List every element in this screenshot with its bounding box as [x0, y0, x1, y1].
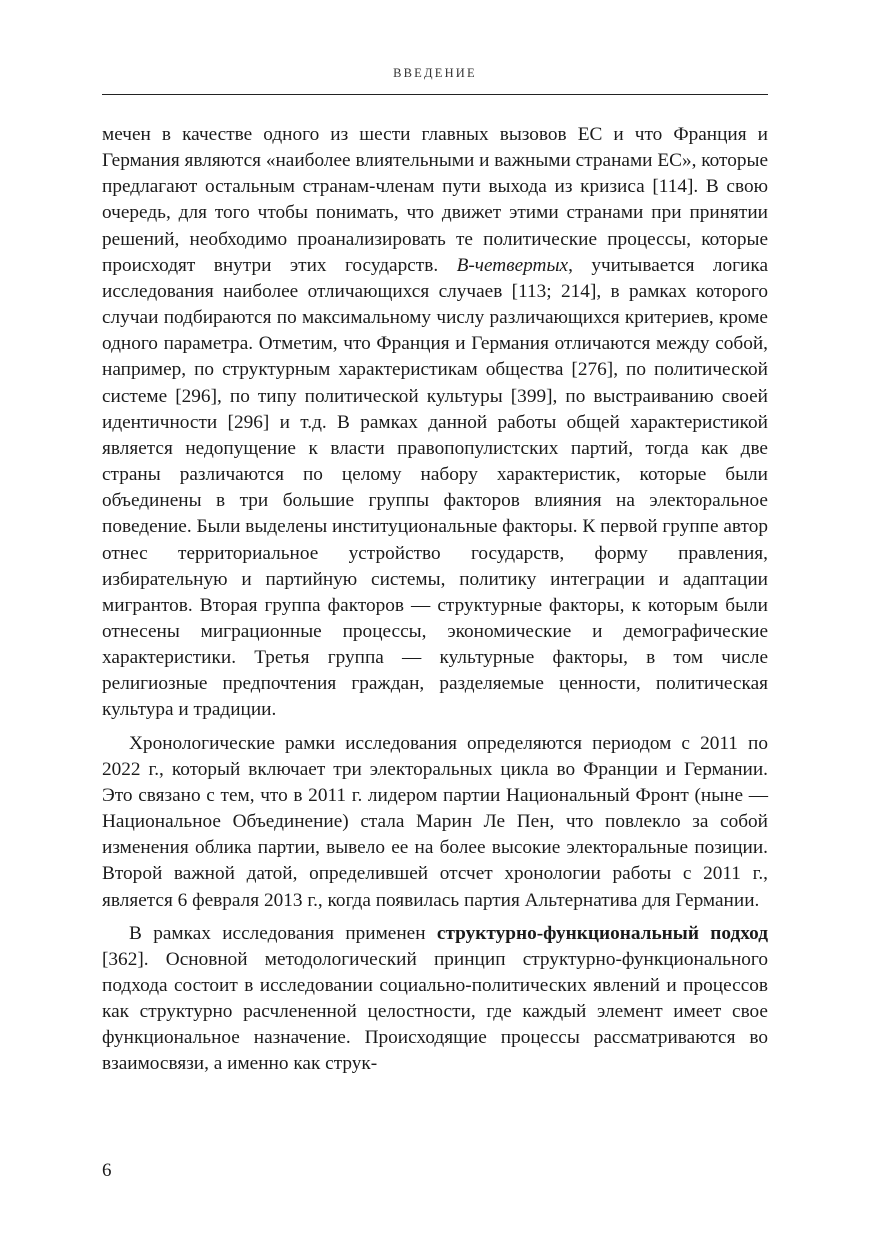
header-rule	[102, 94, 768, 95]
bold-term: структурно-функциональный подход	[436, 922, 768, 944]
paragraph-3-text-b: [362]. Основной методологический принцип структурно-функционального подхода состоит в исследовании социально-политических явлений и процессов как структурно расчлененной целостности, где каждый элемент имеет свое функциональное назначение. Происходящие процессы рассматриваются во взаимосвязи, а именно как струк-	[102, 948, 768, 1075]
paragraph-1	[102, 122, 768, 724]
italic-term: В-четвертых	[456, 254, 569, 276]
paragraph-3	[102, 921, 768, 1078]
paragraph-1-text-a: мечен в качестве одного из шести главных вызовов ЕС и что Франция и Германия являются «наиболее влиятельными и важными странами ЕС», которые предлагают остальным странам-членам пути выхода из кризиса [114]. В свою очередь, для того чтобы понимать, что движет этими странами при принятии решений, необходимо проанализировать те политические процессы, которые происходят внутри этих государств.	[102, 124, 768, 276]
paragraph-2: Хронологические рамки исследования определяются периодом с 2011 по 2022 г., который включает три электоральных цикла во Франции и Германии. Это связано с тем, что в 2011 г. лидером партии Национальный Фронт (ныне — Национальное Объединение) стала Марин Ле Пен, что повлекло за собой изменения облика партии, вывело ее на более высокие электоральные позиции. Второй важной датой, определившей отсчет хронологии работы с 2011 г., является 6 февраля 2013 г., когда появилась партия Альтернатива для Германии.	[102, 732, 768, 911]
paragraph-1-text-b: , учитывается логика исследования наиболее отличающихся случаев [113; 214], в рамках которого случаи подбираются по максимальному числу различающихся критериев, кроме одного параметра. Отметим, что Франция и Германия отличаются между собой, например, по структурным характеристикам общества [276], по политической системе [296], по типу политической культуры [399], по выстраиванию своей идентичности [296] и т.д. В рамках данной работы общей характеристикой является недопущение к власти правопопулистских партий, тогда как две страны различаются по целому набору характеристик, которые были объединены в три большие группы факторов влияния на электоральное поведение. Были выделены институциональные факторы. К первой группе автор отнес территориальное устройство государств, форму правления, избирательную и партийную системы, политику интеграции и адаптации мигрантов. Вторая группа факторов — структурные факторы, к которым были отнесены миграционные процессы, экономические и демографические характеристики. Третья группа — культурные факторы, в том числе религиозные предпочтения граждан, разделяемые ценности, политическая культура и традиции.	[102, 254, 768, 721]
running-header: ВВЕДЕНИЕ	[393, 66, 477, 80]
page-number: 6	[102, 1160, 112, 1181]
body-text	[102, 122, 768, 1078]
paragraph-3-text-a: В рамках исследования применен	[129, 922, 437, 944]
